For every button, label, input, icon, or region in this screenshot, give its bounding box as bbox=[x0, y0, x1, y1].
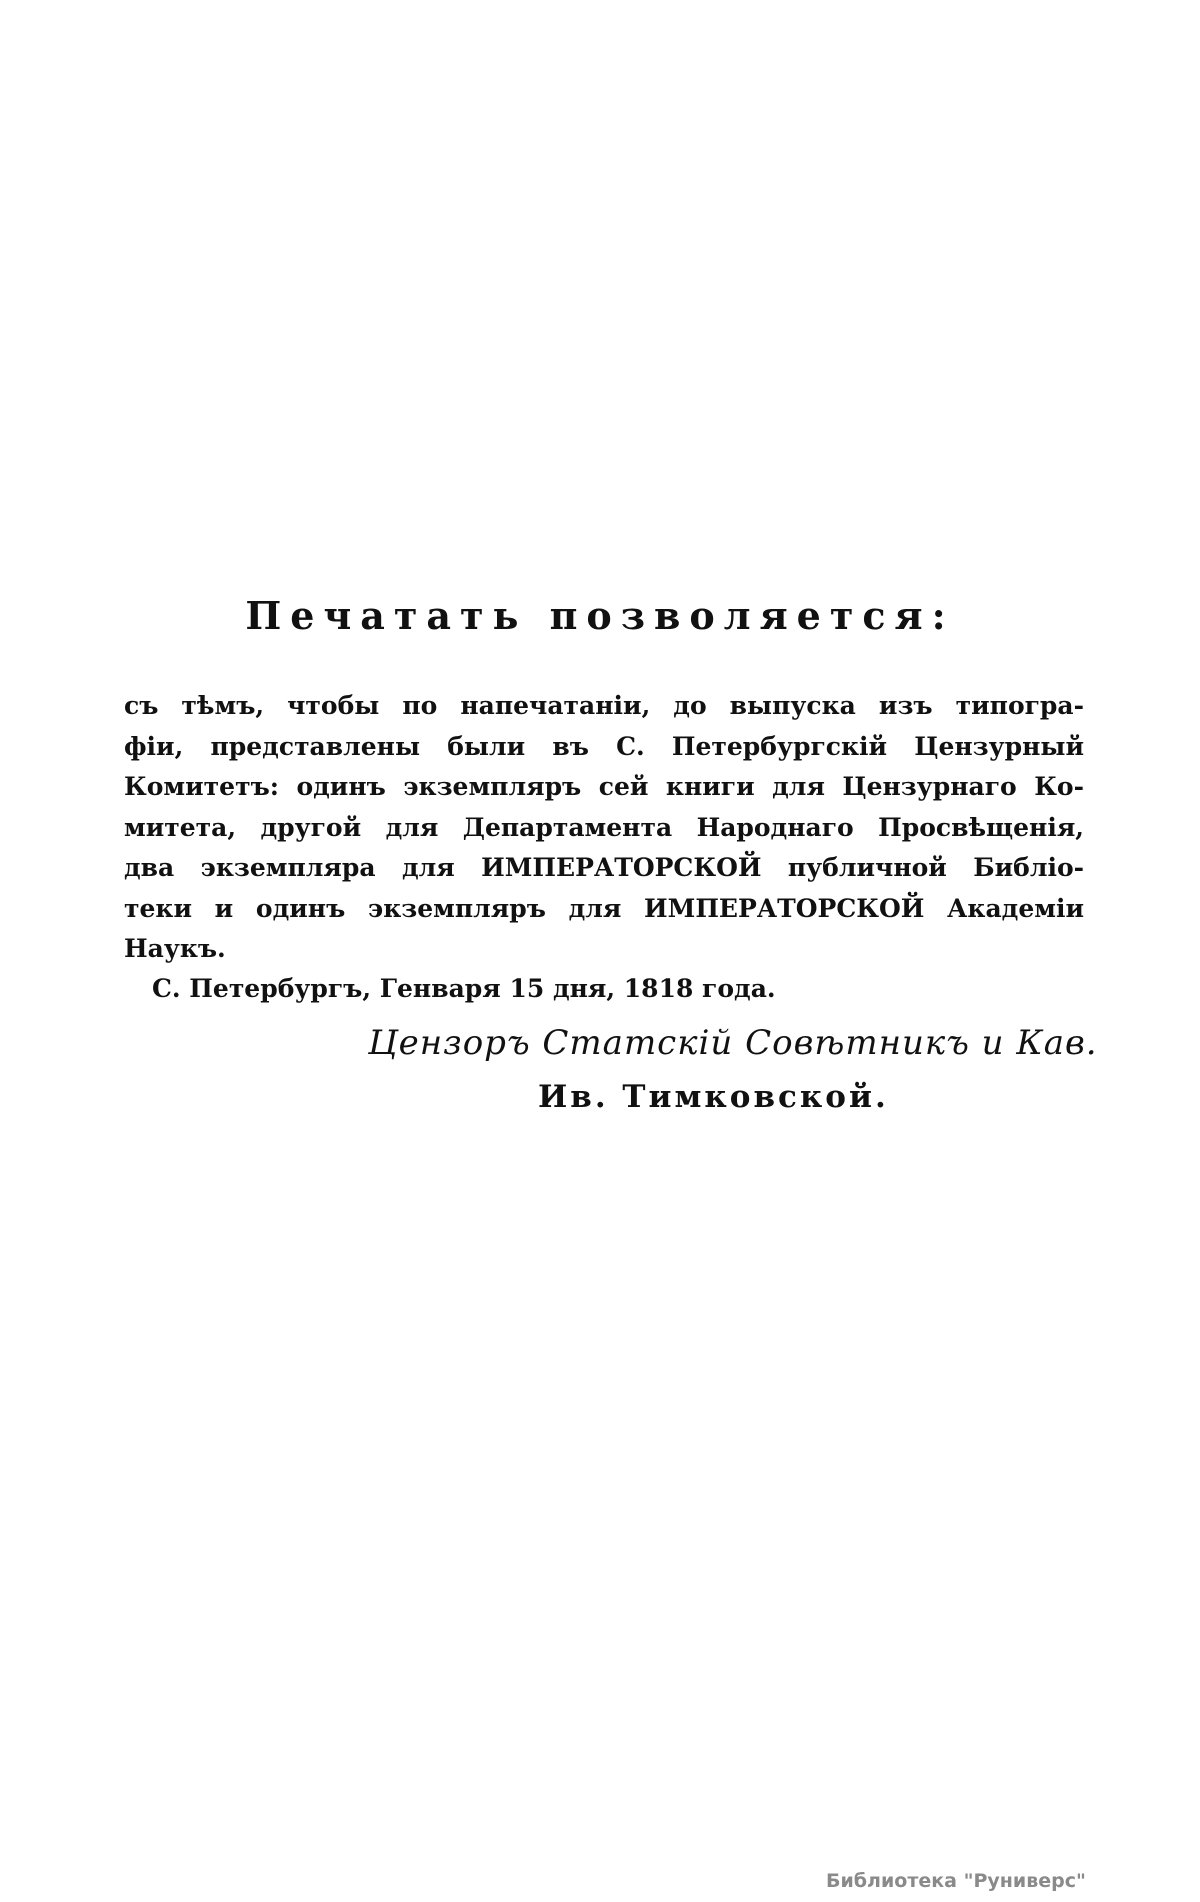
dateline: С. Петербургъ, Генваря 15 дня, 1818 года. bbox=[152, 974, 776, 1003]
text-line: съ тѣмъ, чтобы по напечатаніи, до выпуска изъ типогра- bbox=[124, 691, 1084, 720]
censor-title: Цензоръ Статскій Совѣтникъ и Кав. bbox=[368, 1023, 1098, 1063]
text-line: два экземпляра для ИМПЕРАТОРСКОЙ публичной Библіо- bbox=[124, 853, 1084, 882]
censor-signature: Ив. Тимковской. bbox=[538, 1079, 889, 1115]
library-watermark: Библиотека "Руниверс" bbox=[826, 1870, 1086, 1892]
text-line: теки и одинъ экземпляръ для ИМПЕРАТОРСКОЙ Академіи bbox=[124, 893, 1084, 923]
page-heading: Печатать позволяется: bbox=[245, 593, 955, 638]
permission-text bbox=[124, 686, 1084, 970]
text-line: Наукъ. bbox=[124, 934, 226, 963]
text-line: митета, другой для Департамента Народнаго Просвѣщенія, bbox=[124, 812, 1084, 842]
text-line: Комитетъ: одинъ экземпляръ сей книги для Цензурнаго Ко- bbox=[124, 772, 1084, 801]
text-line: фіи, представлены были въ С. Петербургскій Цензурный bbox=[124, 731, 1084, 761]
